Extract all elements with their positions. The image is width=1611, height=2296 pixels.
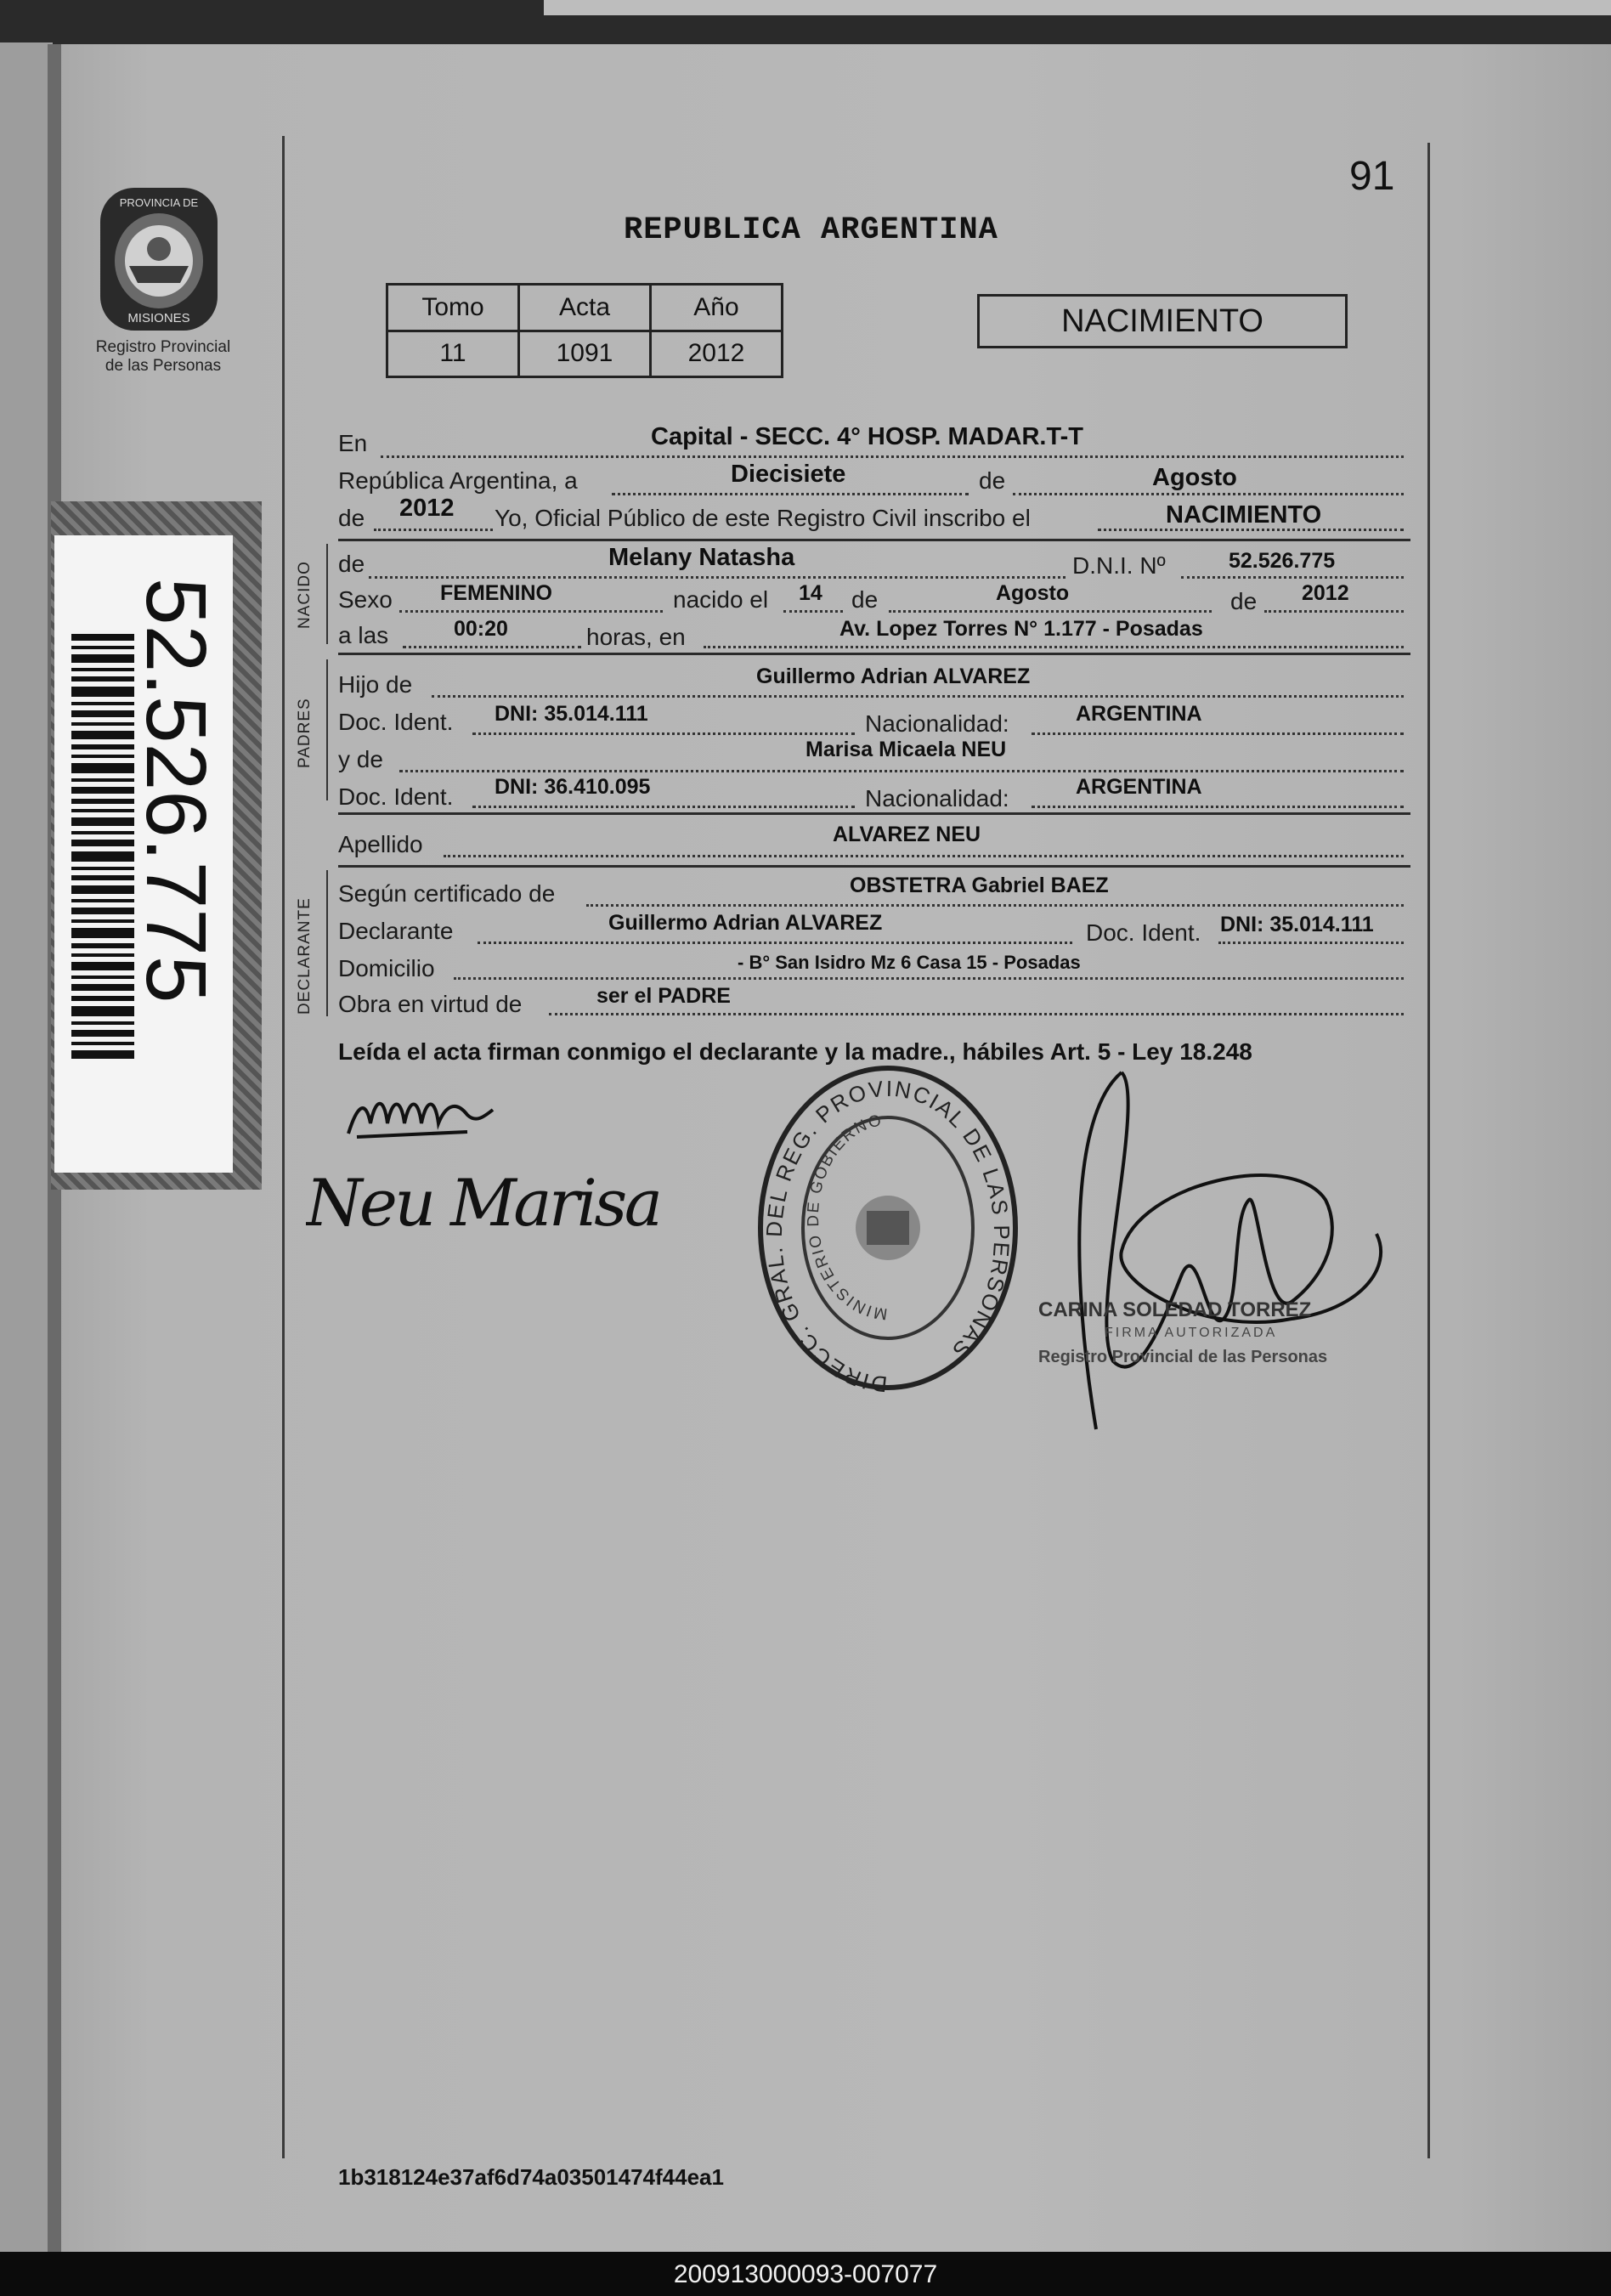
ref-header-tomo: Tomo — [387, 285, 519, 331]
dotted-line — [1264, 610, 1404, 613]
section-bracket-line — [326, 659, 328, 800]
official-stamp-office: Registro Provincial de las Personas — [1038, 1348, 1328, 1366]
dotted-line — [399, 610, 663, 613]
nacido-month: Agosto — [996, 581, 1070, 605]
nacido-name: Melany Natasha — [608, 544, 795, 571]
left-margin-rule — [282, 136, 285, 2158]
dotted-line — [612, 493, 969, 495]
official-seal-icon — [748, 1054, 1028, 1402]
decl-obra: ser el PADRE — [596, 984, 731, 1008]
padres-mother-doc-label: Doc. Ident. — [338, 783, 454, 810]
dotted-line — [369, 576, 1066, 579]
scan-top-edge — [0, 0, 1611, 51]
decl-name-label: Declarante — [338, 918, 454, 944]
decl-doc: DNI: 35.014.111 — [1220, 913, 1374, 936]
intro-row-1 — [338, 430, 367, 462]
padres-y-de-label: y de — [338, 746, 383, 772]
official-stamp-name: CARINA SOLEDAD TORREZ — [1038, 1298, 1312, 1321]
mother-signature-icon — [306, 1164, 671, 1249]
barcode-number — [33, 578, 223, 1004]
nacido-time: 00:20 — [454, 617, 508, 641]
intro-row-2 — [338, 467, 578, 500]
ref-value-ano: 2012 — [651, 331, 783, 377]
padres-father: Guillermo Adrian ALVAREZ — [756, 664, 1031, 688]
label-padres: PADRES — [296, 698, 314, 768]
mother-signature-text: Neu Marisa — [306, 1165, 663, 1241]
dotted-line — [374, 529, 493, 531]
dotted-line — [1218, 942, 1404, 944]
record-type-box: NACIMIENTO — [977, 294, 1348, 348]
decl-name: Guillermo Adrian ALVAREZ — [608, 911, 883, 935]
right-margin-rule — [1427, 143, 1430, 2158]
section-separator — [338, 865, 1410, 868]
document-hash: 1b318124e37af6d74a03501474f44ea1 — [338, 2164, 724, 2190]
registry-caption-line1: Registro Provincial — [95, 338, 231, 356]
nacido-address: Av. Lopez Torres N° 1.177 - Posadas — [839, 617, 1203, 641]
dotted-line — [1013, 493, 1404, 495]
nacido-day: 14 — [799, 581, 822, 605]
padres-hijo-label: Hijo de — [338, 671, 413, 698]
nacido-year: 2012 — [1302, 581, 1349, 605]
registry-caption — [78, 338, 248, 376]
nacido-sexo: FEMENINO — [440, 581, 552, 605]
dotted-line — [403, 646, 581, 648]
dotted-line — [399, 770, 1404, 772]
official-stamp-role: FIRMA AUTORIZADA — [1105, 1326, 1278, 1340]
reference-table — [386, 283, 783, 378]
barcode-number-text: 52.526.775 — [128, 578, 223, 1004]
dotted-line — [478, 942, 1072, 944]
dotted-line — [472, 732, 855, 735]
section-separator — [338, 653, 1410, 655]
dotted-line — [454, 977, 1404, 980]
misiones-emblem-icon — [95, 183, 223, 336]
intro-yo-text: Yo, Oficial Público de este Registro Civil inscribo el — [495, 505, 1031, 531]
declarant-signature-icon — [340, 1072, 501, 1145]
decl-cert: OBSTETRA Gabriel BAEZ — [850, 874, 1109, 897]
section-bracket-line — [326, 870, 328, 1016]
dotted-line — [444, 855, 1404, 857]
dotted-line — [783, 610, 843, 613]
padres-father-doc-label: Doc. Ident. — [338, 709, 454, 735]
nacido-de-label-3: de — [1230, 588, 1258, 614]
dotted-line — [432, 695, 1404, 698]
dotted-line — [1032, 732, 1404, 735]
decl-doc-label: Doc. Ident. — [1086, 919, 1201, 946]
facing-page-edge — [0, 42, 53, 2252]
scan-footer — [0, 2252, 1611, 2296]
page-number: 91 — [1349, 154, 1395, 199]
ref-value-acta: 1091 — [519, 331, 651, 377]
padres-mother-nat-label: Nacionalidad: — [865, 785, 1009, 812]
seal-outer-text: DIRECC. GRAL. DEL REG. PROVINCIAL DE LAS PERSONAS — [760, 1075, 1015, 1398]
country-title: REPUBLICA ARGENTINA — [624, 212, 998, 248]
nacido-sexo-label: Sexo — [338, 586, 393, 613]
padres-mother: Marisa Micaela NEU — [806, 738, 1007, 761]
nacido-horas-label: horas, en — [586, 624, 686, 650]
decl-cert-label: Según certificado de — [338, 880, 556, 907]
intro-record: NACIMIENTO — [1166, 501, 1322, 529]
intro-month: Agosto — [1152, 464, 1237, 491]
intro-place: Capital - SECC. 4° HOSP. MADAR.T-T — [651, 423, 1083, 450]
apellido-label: Apellido — [338, 831, 423, 857]
ref-value-tomo: 11 — [387, 331, 519, 377]
nacido-de-label-2: de — [851, 586, 879, 613]
dotted-line — [1181, 576, 1404, 579]
intro-en-label: En — [338, 430, 368, 456]
emblem-top-text: PROVINCIA DE — [119, 196, 199, 209]
padres-father-nat: ARGENTINA — [1076, 702, 1202, 726]
official-signature-icon — [1037, 1064, 1393, 1438]
intro-republica-label: República Argentina, a — [338, 467, 578, 494]
intro-de-label: de — [979, 467, 1006, 494]
dotted-line — [549, 1013, 1404, 1015]
dotted-line — [586, 904, 1404, 907]
closing-statement: Leída el acta firman conmigo el declarante y la madre., hábiles Art. 5 - Ley 18.248 — [338, 1038, 1252, 1065]
dotted-line — [472, 806, 855, 808]
ref-header-ano: Año — [651, 285, 783, 331]
label-declarante: DECLARANTE — [296, 897, 314, 1015]
nacido-a-las-label: a las — [338, 622, 389, 648]
ref-header-acta: Acta — [519, 285, 651, 331]
nacido-de-label: de — [338, 551, 365, 577]
footer-id: 200913000093-007077 — [673, 2260, 938, 2288]
nacido-nacido-label: nacido el — [673, 586, 769, 613]
dotted-line — [889, 610, 1212, 613]
decl-domicilio: - B° San Isidro Mz 6 Casa 15 - Posadas — [738, 952, 1081, 973]
decl-obra-label: Obra en virtud de — [338, 991, 523, 1017]
dotted-line — [381, 455, 1404, 458]
dotted-line — [704, 646, 1404, 648]
padres-mother-nat: ARGENTINA — [1076, 775, 1202, 799]
seal-inner-text: MINISTERIO DE GOBIERNO — [804, 1111, 889, 1323]
section-bracket-line — [326, 544, 328, 644]
intro-day-word: Diecisiete — [731, 461, 846, 488]
padres-mother-doc: DNI: 36.410.095 — [495, 775, 651, 799]
intro-de2-label: de — [338, 505, 365, 531]
nacido-dni: 52.526.775 — [1229, 549, 1336, 573]
registry-caption-line2: de las Personas — [105, 357, 222, 375]
decl-dom-label: Domicilio — [338, 955, 435, 981]
label-nacido: NACIDO — [296, 561, 314, 629]
section-separator — [338, 812, 1410, 815]
intro-year: 2012 — [399, 495, 455, 522]
section-separator — [338, 539, 1410, 541]
emblem-bottom-text: MISIONES — [127, 311, 190, 325]
nacido-dni-label: D.N.I. Nº — [1072, 552, 1166, 579]
padres-father-nat-label: Nacionalidad: — [865, 710, 1009, 737]
dotted-line — [1032, 806, 1404, 808]
apellido-value: ALVAREZ NEU — [833, 823, 981, 846]
padres-father-doc: DNI: 35.014.111 — [495, 702, 648, 726]
